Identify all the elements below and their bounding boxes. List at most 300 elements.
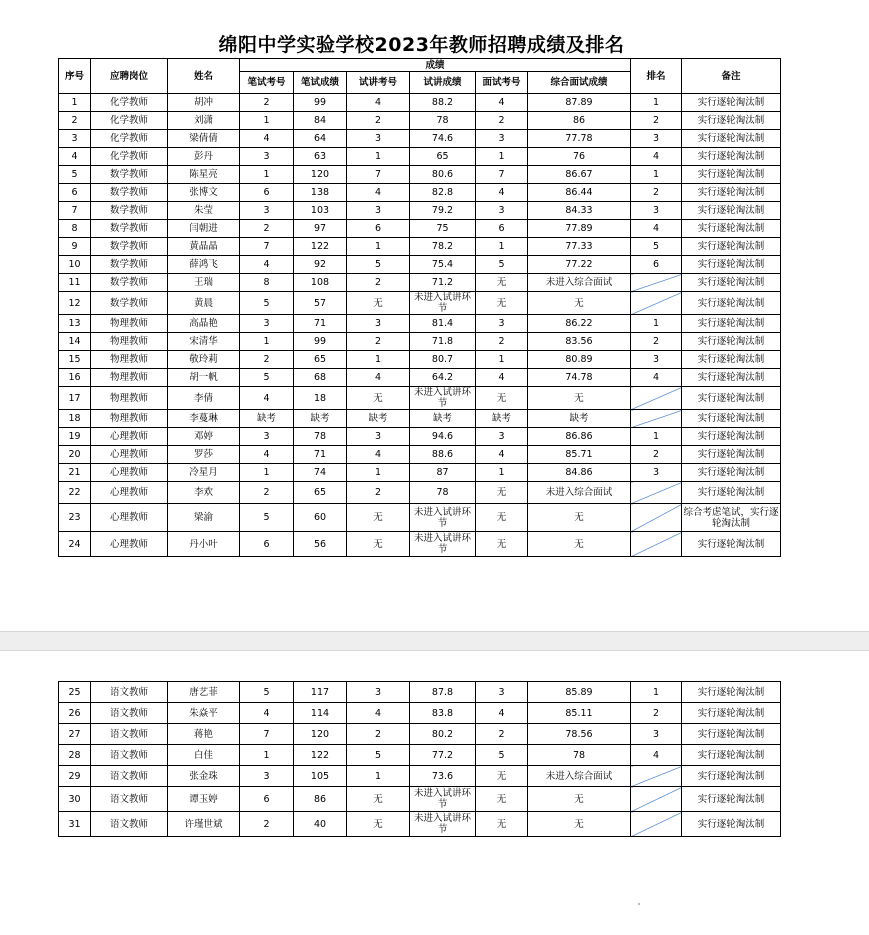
cell-written-no: 1 — [240, 464, 294, 482]
cell-position: 物理教师 — [91, 315, 168, 333]
cell-interview-no: 无 — [476, 532, 528, 557]
table-row — [59, 504, 781, 532]
cell-written-score: 56 — [294, 532, 347, 557]
table-row — [59, 166, 781, 184]
cell-lecture-no: 2 — [347, 333, 410, 351]
cell-interview-no: 无 — [476, 504, 528, 532]
table-row — [59, 446, 781, 464]
cell-no: 23 — [59, 504, 91, 532]
header-lecture-score: 试讲成绩 — [410, 72, 476, 94]
table-row — [59, 148, 781, 166]
cell-name: 张金珠 — [168, 766, 240, 787]
cell-position: 语文教师 — [91, 745, 168, 766]
cell-interview-no: 1 — [476, 238, 528, 256]
cell-written-no: 4 — [240, 130, 294, 148]
header-written-no: 笔试考号 — [240, 72, 294, 94]
table-row — [59, 724, 781, 745]
scores-table-page-2 — [58, 681, 781, 837]
cell-name: 黄晨 — [168, 292, 240, 315]
cell-name: 罗莎 — [168, 446, 240, 464]
cell-interview-total: 无 — [528, 532, 631, 557]
cell-lecture-score: 73.6 — [410, 766, 476, 787]
cell-rank: 2 — [631, 446, 682, 464]
cell-remark: 实行逐轮淘汰制 — [682, 315, 781, 333]
table-row — [59, 464, 781, 482]
cell-written-no: 3 — [240, 202, 294, 220]
cell-position: 物理教师 — [91, 387, 168, 410]
cell-lecture-no: 1 — [347, 148, 410, 166]
cell-no: 17 — [59, 387, 91, 410]
cell-lecture-score: 74.6 — [410, 130, 476, 148]
cell-interview-no: 无 — [476, 482, 528, 504]
cell-remark: 实行逐轮淘汰制 — [682, 812, 781, 837]
cell-lecture-score: 81.4 — [410, 315, 476, 333]
cell-name: 梁倩倩 — [168, 130, 240, 148]
cell-written-score: 120 — [294, 166, 347, 184]
cell-written-score: 40 — [294, 812, 347, 837]
cell-name: 胡一帆 — [168, 369, 240, 387]
cell-remark: 实行逐轮淘汰制 — [682, 148, 781, 166]
cell-written-score: 18 — [294, 387, 347, 410]
cell-lecture-no: 2 — [347, 482, 410, 504]
cell-rank: 1 — [631, 166, 682, 184]
cell-interview-no: 5 — [476, 745, 528, 766]
cell-interview-no: 4 — [476, 369, 528, 387]
table-row — [59, 184, 781, 202]
cell-rank: 2 — [631, 184, 682, 202]
cell-name: 彭丹 — [168, 148, 240, 166]
cell-written-no: 3 — [240, 766, 294, 787]
cell-no: 27 — [59, 724, 91, 745]
cell-no: 4 — [59, 148, 91, 166]
page-break — [0, 631, 869, 651]
cell-name: 朱焱平 — [168, 703, 240, 724]
table-row — [59, 812, 781, 837]
header-position: 应聘岗位 — [91, 59, 168, 94]
cell-interview-total: 85.89 — [528, 682, 631, 703]
cell-written-score: 71 — [294, 315, 347, 333]
cell-no: 19 — [59, 428, 91, 446]
cell-name: 李倩 — [168, 387, 240, 410]
table-row — [59, 112, 781, 130]
cell-interview-no: 4 — [476, 703, 528, 724]
cell-rank: 3 — [631, 202, 682, 220]
cell-written-score: 114 — [294, 703, 347, 724]
cell-lecture-score: 71.8 — [410, 333, 476, 351]
cell-position: 化学教师 — [91, 94, 168, 112]
cell-lecture-no: 3 — [347, 682, 410, 703]
cell-position: 物理教师 — [91, 410, 168, 428]
cell-no: 1 — [59, 94, 91, 112]
cell-interview-total: 77.22 — [528, 256, 631, 274]
cell-written-score: 105 — [294, 766, 347, 787]
cell-rank — [631, 482, 682, 504]
header-interview-total: 综合面试成绩 — [528, 72, 631, 94]
cell-lecture-score: 88.6 — [410, 446, 476, 464]
cell-written-no: 6 — [240, 787, 294, 812]
table-row — [59, 703, 781, 724]
cell-no: 29 — [59, 766, 91, 787]
header-scores-group: 成绩 — [240, 59, 631, 72]
cell-rank: 2 — [631, 333, 682, 351]
cell-no: 5 — [59, 166, 91, 184]
cell-no: 21 — [59, 464, 91, 482]
cell-lecture-no: 1 — [347, 464, 410, 482]
cell-remark: 实行逐轮淘汰制 — [682, 238, 781, 256]
table-row — [59, 428, 781, 446]
cell-written-score: 120 — [294, 724, 347, 745]
cell-lecture-no: 缺考 — [347, 410, 410, 428]
cell-written-score: 64 — [294, 130, 347, 148]
table-row — [59, 766, 781, 787]
cell-name: 唐艺菲 — [168, 682, 240, 703]
cell-written-no: 1 — [240, 333, 294, 351]
cell-no: 11 — [59, 274, 91, 292]
cell-written-no: 2 — [240, 812, 294, 837]
cell-rank: 3 — [631, 130, 682, 148]
cell-position: 数学教师 — [91, 274, 168, 292]
cell-lecture-no: 5 — [347, 745, 410, 766]
cell-interview-total: 78 — [528, 745, 631, 766]
cell-lecture-no: 无 — [347, 532, 410, 557]
cell-lecture-score: 75 — [410, 220, 476, 238]
cell-remark: 实行逐轮淘汰制 — [682, 166, 781, 184]
cell-written-score: 92 — [294, 256, 347, 274]
cell-written-no: 6 — [240, 532, 294, 557]
cell-lecture-score: 78 — [410, 112, 476, 130]
cell-lecture-no: 2 — [347, 274, 410, 292]
cell-remark: 实行逐轮淘汰制 — [682, 130, 781, 148]
cell-written-no: 1 — [240, 112, 294, 130]
cell-written-no: 5 — [240, 504, 294, 532]
cell-lecture-score: 80.7 — [410, 351, 476, 369]
table-row — [59, 292, 781, 315]
cell-interview-no: 无 — [476, 274, 528, 292]
cell-written-score: 138 — [294, 184, 347, 202]
cell-name: 白佳 — [168, 745, 240, 766]
cell-interview-no: 1 — [476, 351, 528, 369]
cell-rank — [631, 766, 682, 787]
cell-interview-total: 86.67 — [528, 166, 631, 184]
table-row — [59, 94, 781, 112]
cell-written-score: 122 — [294, 745, 347, 766]
cell-rank — [631, 292, 682, 315]
cell-name: 张博文 — [168, 184, 240, 202]
cell-remark: 实行逐轮淘汰制 — [682, 351, 781, 369]
cell-interview-no: 4 — [476, 94, 528, 112]
cell-rank — [631, 787, 682, 812]
cell-interview-total: 无 — [528, 787, 631, 812]
cell-interview-total: 77.78 — [528, 130, 631, 148]
cell-name: 梁渝 — [168, 504, 240, 532]
table-row — [59, 532, 781, 557]
cell-interview-total: 未进入综合面试 — [528, 766, 631, 787]
table-row — [59, 274, 781, 292]
table-row — [59, 682, 781, 703]
cell-lecture-score: 78 — [410, 482, 476, 504]
cell-lecture-score: 64.2 — [410, 369, 476, 387]
cell-lecture-no: 2 — [347, 112, 410, 130]
cell-remark: 实行逐轮淘汰制 — [682, 292, 781, 315]
cell-name: 李欢 — [168, 482, 240, 504]
table-row — [59, 369, 781, 387]
cell-lecture-score: 80.6 — [410, 166, 476, 184]
cell-lecture-no: 1 — [347, 351, 410, 369]
cell-position: 心理教师 — [91, 532, 168, 557]
table-row — [59, 256, 781, 274]
cell-position: 心理教师 — [91, 446, 168, 464]
cell-no: 30 — [59, 787, 91, 812]
cell-lecture-no: 无 — [347, 504, 410, 532]
cell-remark: 实行逐轮淘汰制 — [682, 724, 781, 745]
cell-position: 心理教师 — [91, 428, 168, 446]
cell-lecture-score: 75.4 — [410, 256, 476, 274]
cell-name: 刘潇 — [168, 112, 240, 130]
cell-lecture-score: 87.8 — [410, 682, 476, 703]
cell-lecture-score: 87 — [410, 464, 476, 482]
cell-lecture-no: 3 — [347, 315, 410, 333]
cell-interview-no: 3 — [476, 315, 528, 333]
cell-remark: 实行逐轮淘汰制 — [682, 766, 781, 787]
cell-rank: 2 — [631, 112, 682, 130]
cell-rank: 4 — [631, 148, 682, 166]
cell-written-no: 4 — [240, 256, 294, 274]
cell-no: 20 — [59, 446, 91, 464]
cell-written-no: 4 — [240, 446, 294, 464]
cell-remark: 实行逐轮淘汰制 — [682, 682, 781, 703]
cell-lecture-no: 4 — [347, 703, 410, 724]
cell-lecture-no: 4 — [347, 94, 410, 112]
table-row — [59, 482, 781, 504]
cell-interview-no: 5 — [476, 256, 528, 274]
cell-name: 高晶艳 — [168, 315, 240, 333]
cell-no: 10 — [59, 256, 91, 274]
cell-lecture-score: 79.2 — [410, 202, 476, 220]
cell-interview-total: 无 — [528, 812, 631, 837]
cell-interview-total: 未进入综合面试 — [528, 482, 631, 504]
cell-interview-no: 3 — [476, 202, 528, 220]
cell-name: 谭玉婷 — [168, 787, 240, 812]
cell-interview-no: 缺考 — [476, 410, 528, 428]
cell-lecture-score: 未进入试讲环节 — [410, 787, 476, 812]
cell-interview-total: 74.78 — [528, 369, 631, 387]
cell-lecture-score: 未进入试讲环节 — [410, 812, 476, 837]
cell-remark: 实行逐轮淘汰制 — [682, 464, 781, 482]
cell-interview-total: 76 — [528, 148, 631, 166]
cell-rank: 3 — [631, 464, 682, 482]
cell-written-no: 2 — [240, 482, 294, 504]
cell-written-score: 缺考 — [294, 410, 347, 428]
cell-no: 12 — [59, 292, 91, 315]
cell-written-no: 6 — [240, 184, 294, 202]
cell-interview-total: 77.89 — [528, 220, 631, 238]
cell-position: 数学教师 — [91, 166, 168, 184]
cell-written-score: 86 — [294, 787, 347, 812]
cell-written-score: 99 — [294, 94, 347, 112]
table-row — [59, 745, 781, 766]
cell-written-no: 3 — [240, 148, 294, 166]
table-row — [59, 315, 781, 333]
cell-lecture-score: 未进入试讲环节 — [410, 504, 476, 532]
cell-written-no: 4 — [240, 703, 294, 724]
cell-remark: 实行逐轮淘汰制 — [682, 410, 781, 428]
cell-lecture-score: 88.2 — [410, 94, 476, 112]
cell-rank: 1 — [631, 315, 682, 333]
cell-lecture-no: 1 — [347, 238, 410, 256]
cell-interview-no: 无 — [476, 812, 528, 837]
cell-interview-no: 7 — [476, 166, 528, 184]
cell-position: 数学教师 — [91, 256, 168, 274]
cell-remark: 实行逐轮淘汰制 — [682, 256, 781, 274]
cell-remark: 实行逐轮淘汰制 — [682, 333, 781, 351]
cell-position: 语文教师 — [91, 724, 168, 745]
cell-rank — [631, 532, 682, 557]
cell-remark: 实行逐轮淘汰制 — [682, 428, 781, 446]
cell-position: 语文教师 — [91, 766, 168, 787]
cell-no: 3 — [59, 130, 91, 148]
cell-remark: 实行逐轮淘汰制 — [682, 369, 781, 387]
cell-remark: 实行逐轮淘汰制 — [682, 220, 781, 238]
cell-interview-no: 3 — [476, 428, 528, 446]
cell-position: 心理教师 — [91, 504, 168, 532]
cell-lecture-no: 2 — [347, 724, 410, 745]
cell-name: 朱莹 — [168, 202, 240, 220]
cell-lecture-no: 3 — [347, 130, 410, 148]
cell-interview-no: 4 — [476, 446, 528, 464]
cell-name: 陈星亮 — [168, 166, 240, 184]
cell-rank: 3 — [631, 724, 682, 745]
table-row — [59, 220, 781, 238]
cell-no: 9 — [59, 238, 91, 256]
cell-lecture-score: 65 — [410, 148, 476, 166]
cell-rank — [631, 812, 682, 837]
cell-no: 22 — [59, 482, 91, 504]
cell-remark: 实行逐轮淘汰制 — [682, 94, 781, 112]
cell-interview-total: 86 — [528, 112, 631, 130]
cell-interview-total: 无 — [528, 292, 631, 315]
cell-position: 语文教师 — [91, 812, 168, 837]
cell-interview-total: 未进入综合面试 — [528, 274, 631, 292]
cell-written-score: 103 — [294, 202, 347, 220]
header-no: 序号 — [59, 59, 91, 94]
cell-no: 15 — [59, 351, 91, 369]
cell-written-no: 7 — [240, 238, 294, 256]
cell-rank: 3 — [631, 351, 682, 369]
cell-lecture-no: 6 — [347, 220, 410, 238]
table-row — [59, 787, 781, 812]
cell-rank: 1 — [631, 94, 682, 112]
cell-written-score: 84 — [294, 112, 347, 130]
cell-written-no: 7 — [240, 724, 294, 745]
cell-lecture-score: 83.8 — [410, 703, 476, 724]
cell-no: 2 — [59, 112, 91, 130]
cell-name: 冷星月 — [168, 464, 240, 482]
cell-written-no: 缺考 — [240, 410, 294, 428]
cell-lecture-no: 4 — [347, 184, 410, 202]
cell-written-no: 5 — [240, 682, 294, 703]
cell-written-score: 68 — [294, 369, 347, 387]
cell-interview-total: 84.33 — [528, 202, 631, 220]
cell-interview-total: 87.89 — [528, 94, 631, 112]
cell-position: 化学教师 — [91, 148, 168, 166]
cell-interview-total: 86.86 — [528, 428, 631, 446]
cell-no: 28 — [59, 745, 91, 766]
cell-remark: 实行逐轮淘汰制 — [682, 703, 781, 724]
cell-written-score: 65 — [294, 482, 347, 504]
cell-interview-no: 无 — [476, 292, 528, 315]
cell-name: 敬玲莉 — [168, 351, 240, 369]
cell-rank — [631, 410, 682, 428]
cell-interview-no: 3 — [476, 682, 528, 703]
cell-written-score: 97 — [294, 220, 347, 238]
cell-lecture-score: 未进入试讲环节 — [410, 532, 476, 557]
cell-written-no: 3 — [240, 315, 294, 333]
cell-written-no: 5 — [240, 292, 294, 315]
cell-lecture-score: 未进入试讲环节 — [410, 387, 476, 410]
cell-no: 25 — [59, 682, 91, 703]
cell-lecture-no: 3 — [347, 428, 410, 446]
table-body — [59, 682, 781, 837]
cell-rank: 2 — [631, 703, 682, 724]
cell-no: 8 — [59, 220, 91, 238]
table-row — [59, 202, 781, 220]
cell-position: 心理教师 — [91, 464, 168, 482]
cell-name: 李蔓琳 — [168, 410, 240, 428]
cell-written-no: 1 — [240, 166, 294, 184]
header-name: 姓名 — [168, 59, 240, 94]
cell-rank: 5 — [631, 238, 682, 256]
cell-name: 蒋艳 — [168, 724, 240, 745]
cell-interview-no: 3 — [476, 130, 528, 148]
cell-lecture-no: 无 — [347, 387, 410, 410]
cell-position: 语文教师 — [91, 703, 168, 724]
cell-name: 薛鸿飞 — [168, 256, 240, 274]
cell-position: 物理教师 — [91, 333, 168, 351]
cell-position: 化学教师 — [91, 130, 168, 148]
cell-no: 24 — [59, 532, 91, 557]
cell-written-no: 3 — [240, 428, 294, 446]
table-row — [59, 130, 781, 148]
cell-interview-total: 无 — [528, 504, 631, 532]
cell-remark: 实行逐轮淘汰制 — [682, 787, 781, 812]
cell-written-no: 1 — [240, 745, 294, 766]
header-rank: 排名 — [631, 59, 682, 94]
cell-written-no: 4 — [240, 387, 294, 410]
cell-position: 语文教师 — [91, 787, 168, 812]
cell-lecture-no: 无 — [347, 812, 410, 837]
cell-interview-no: 无 — [476, 387, 528, 410]
cell-written-score: 57 — [294, 292, 347, 315]
cell-remark: 实行逐轮淘汰制 — [682, 387, 781, 410]
cell-interview-no: 1 — [476, 464, 528, 482]
cell-lecture-score: 94.6 — [410, 428, 476, 446]
cell-remark: 实行逐轮淘汰制 — [682, 745, 781, 766]
cell-interview-no: 1 — [476, 148, 528, 166]
cell-position: 化学教师 — [91, 112, 168, 130]
cell-interview-no: 6 — [476, 220, 528, 238]
cell-position: 数学教师 — [91, 220, 168, 238]
cell-rank — [631, 274, 682, 292]
cell-interview-total: 86.44 — [528, 184, 631, 202]
cell-position: 物理教师 — [91, 369, 168, 387]
cell-remark: 实行逐轮淘汰制 — [682, 184, 781, 202]
cell-remark: 实行逐轮淘汰制 — [682, 482, 781, 504]
cell-no: 7 — [59, 202, 91, 220]
cell-position: 数学教师 — [91, 238, 168, 256]
table-row — [59, 410, 781, 428]
cell-interview-total: 80.89 — [528, 351, 631, 369]
cell-lecture-no: 1 — [347, 766, 410, 787]
